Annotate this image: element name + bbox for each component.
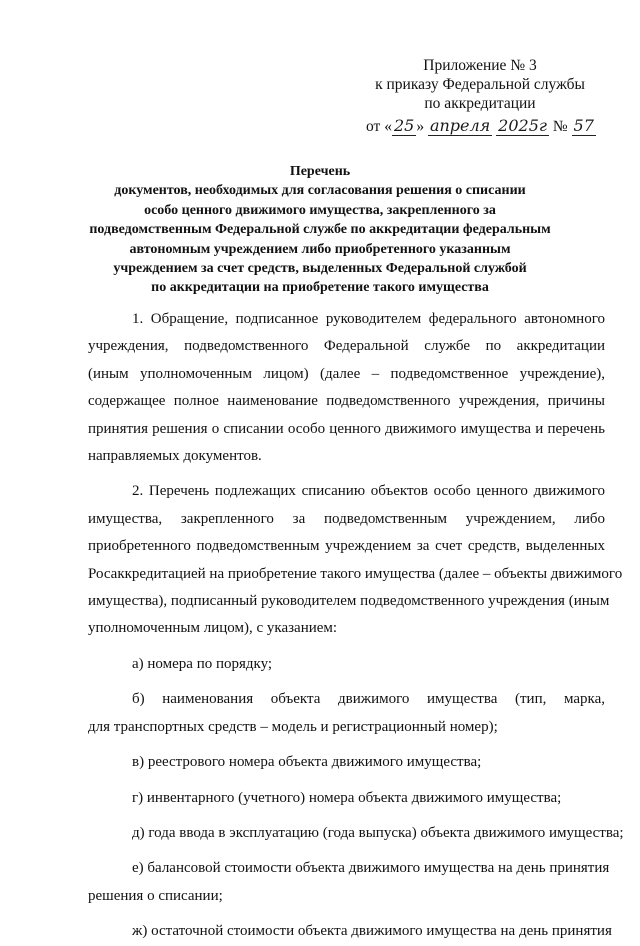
date-close: »: [416, 118, 425, 135]
list-item-zh: [88, 918, 612, 945]
list-item-d: [88, 820, 624, 847]
text-line: е) балансовой стоимости объекта движимого имущества на день принятия: [132, 860, 610, 877]
list-item-g: [88, 785, 605, 812]
date-prefix: от «: [366, 118, 392, 135]
text-line: для транспортных средств – модель и регистрационный номер);: [88, 718, 498, 735]
title-line: автономным учреждением либо приобретенного указанным: [129, 241, 511, 257]
text-line: решения о списании;: [88, 887, 223, 904]
document-title: [60, 162, 580, 298]
order-authority: по аккредитации: [424, 95, 536, 112]
title-line: Перечень: [289, 164, 351, 179]
number-prefix: №: [552, 118, 568, 135]
paragraph-1: [88, 306, 605, 470]
title-line: учреждением за счет средств, выделенных Федеральной службой: [113, 261, 527, 277]
text-line: содержащее полное наименование подведомственного учреждения, причины: [88, 393, 605, 410]
title-line: по аккредитации на приобретение такого имущества: [151, 280, 489, 296]
appendix-header: [330, 56, 630, 113]
text-line: 2. Перечень подлежащих списанию объектов особо ценного движимого: [132, 483, 605, 500]
title-line: особо ценного движимого имущества, закрепленного за: [144, 202, 496, 218]
text-line: имущества), подписанный руководителем подведомственного учреждения (иным: [88, 593, 610, 610]
paragraph-2: [88, 478, 623, 642]
text-line: б) наименования объекта движимого имущества (тип, марка,: [132, 691, 605, 708]
text-line: Росаккредитацией на приобретение такого имущества (далее – объекты движимого: [88, 565, 623, 582]
order-reference: к приказу Федеральной службы: [375, 76, 585, 93]
text-line: приобретенного подведомственным учреждением за счет средств, выделенных: [88, 538, 605, 555]
list-item-v: [88, 749, 605, 776]
title-line: подведомственным Федеральной службе по аккредитации федеральным: [89, 222, 551, 238]
date-year: 2025г: [498, 116, 547, 135]
list-item-b: [88, 686, 605, 741]
text-line: принятия решения о списании особо ценного движимого имущества и перечень: [88, 420, 605, 437]
text-line: учреждения, подведомственного Федеральной службе по аккредитации: [88, 338, 605, 355]
title-line: документов, необходимых для согласования решения о списании: [114, 183, 526, 199]
text-line: д) года ввода в эксплуатацию (года выпуска) объекта движимого имущества;: [132, 824, 624, 841]
text-line: направляемых документов.: [88, 448, 262, 465]
date-day: 25: [393, 116, 415, 135]
date-month: апреля: [429, 116, 491, 135]
order-number: 57: [573, 116, 594, 135]
text-line: а) номера по порядку;: [132, 655, 273, 672]
text-line: 1. Обращение, подписанное руководителем федерального автономного: [132, 311, 605, 327]
text-line: г) инвентарного (учетного) номера объекта движимого имущества;: [132, 789, 562, 806]
text-line: ж) остаточной стоимости объекта движимого имущества на день принятия: [132, 923, 612, 940]
order-date-line: [366, 116, 596, 136]
document-body: [88, 306, 624, 946]
list-item-e: [88, 855, 610, 910]
appendix-number: Приложение № 3: [423, 57, 537, 74]
text-line: уполномоченным лицом), с указанием:: [88, 620, 338, 637]
text-line: имущества, закрепленного за подведомственным учреждением, либо: [88, 510, 605, 527]
text-line: (иным уполномоченным лицом) (далее – подведомственное учреждение),: [88, 365, 605, 382]
list-item-a: [88, 651, 605, 678]
text-line: в) реестрового номера объекта движимого имущества;: [132, 754, 482, 771]
